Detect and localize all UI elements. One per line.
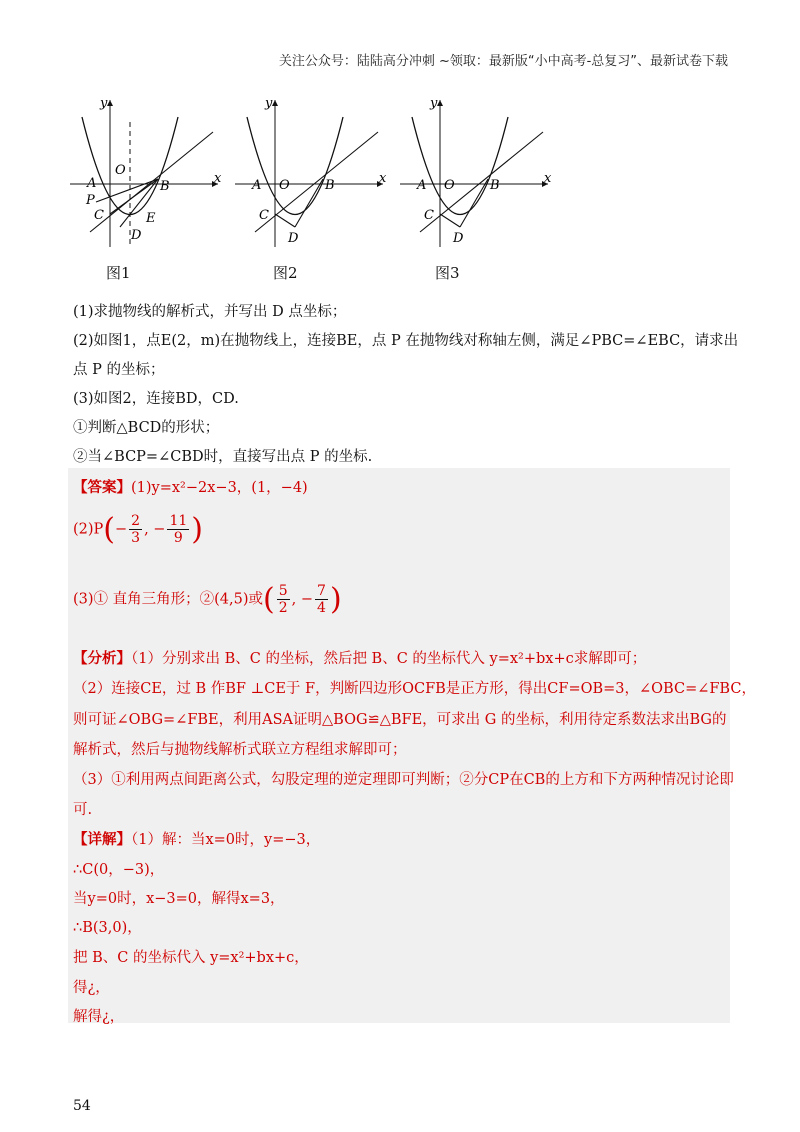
detail-line-7: 解得¿， — [73, 1009, 125, 1025]
detail-line-4: ∴B(3,0)， — [73, 920, 142, 936]
question-3-part-1: ①判断△BCD的形状； — [73, 420, 220, 436]
answer-3-x-frac — [277, 583, 290, 616]
fig3-o-label: O — [444, 178, 455, 193]
fig2-c-label: C — [259, 208, 269, 223]
answer-2-y-frac — [167, 513, 189, 546]
fig1-a-label: A — [87, 176, 97, 191]
answer-3-y-frac — [315, 583, 328, 616]
fig1-c-label: C — [94, 208, 104, 223]
figure-2-caption: 图2 — [273, 264, 298, 282]
answer-2-y-den: 9 — [173, 530, 183, 546]
fig2-x-label: x — [379, 171, 387, 186]
analysis-tag: 【分析】 — [73, 650, 131, 667]
fig3-x-label: x — [544, 171, 552, 186]
fig1-x-label: x — [214, 171, 222, 186]
fig1-o-label: O — [115, 163, 126, 178]
fig1-y-label: y — [100, 96, 108, 111]
answer-3-x-den: 2 — [278, 600, 288, 616]
analysis-line-6: 可. — [73, 802, 93, 818]
fig1-e-label: E — [146, 211, 156, 226]
figure-3 — [398, 92, 558, 252]
page-number: 54 — [73, 1098, 91, 1114]
figure-2 — [233, 92, 393, 252]
fig3-a-label: A — [417, 178, 427, 193]
figure-1 — [68, 92, 228, 252]
page-header: 关注公众号：陆陆高分冲刺 ~领取：最新版“小中高考-总复习”、最新试卷下载 — [278, 54, 728, 69]
fig2-d-label: D — [288, 231, 299, 246]
fig2-y-label: y — [265, 96, 273, 111]
answer-line-1 — [73, 476, 308, 497]
detail-line-1 — [73, 828, 320, 849]
fig1-b-label: B — [160, 179, 170, 194]
answer-2-y-num: 11 — [169, 513, 188, 529]
fig1-d-label: D — [131, 228, 142, 243]
answer-3-y-den: 4 — [317, 600, 326, 616]
question-2-line-2: 点 P 的坐标； — [73, 362, 165, 378]
answer-line-2: (2)P(− $\frac{2}{3}$ , − $\frac{11}{9}$ ) — [73, 512, 204, 547]
detail-line-3: 当y=0时，x−3=0，解得x=3， — [73, 891, 285, 907]
figure-1-caption: 图1 — [106, 264, 131, 282]
answer-tag: 【答案】 — [73, 479, 131, 496]
question-3-part-2: ②当∠BCP=∠CBD时，直接写出点 P 的坐标. — [73, 449, 373, 465]
fig2-b-label: B — [325, 178, 335, 193]
answer-line-3: (3)① 直角三角形；②(4,5)或( $\frac{5}{2}$ , − $\frac{7}{4}$ ) — [73, 582, 342, 617]
answer-1: (1)y=x²−2x−3，(1，−4) — [131, 480, 308, 496]
answer-3-prefix: (3)① 直角三角形；②(4,5)或 — [73, 591, 264, 608]
fig3-y-label: y — [430, 96, 438, 111]
analysis-line-3: 则可证∠OBG=∠FBE，利用ASA证明△BOG≌△BFE，可求出 G 的坐标，利用待定系数法求出BG的 — [73, 712, 727, 728]
analysis-text-1: （1）分别求出 B、C 的坐标，然后把 B、C 的坐标代入 y=x²+bx+c求解即可； — [131, 651, 647, 667]
answer-2-x-den: 3 — [131, 530, 141, 546]
question-2-line-1: (2)如图1，点E(2，m)在抛物线上，连接BE，点 P 在抛物线对称轴左侧，满足∠PBC=∠EBC，请求出 — [73, 333, 739, 349]
question-3: (3)如图2，连接BD，CD. — [73, 391, 239, 407]
figure-3-caption: 图3 — [435, 264, 460, 282]
fig3-d-label: D — [453, 231, 464, 246]
fig2-a-label: A — [252, 178, 262, 193]
question-1: (1)求抛物线的解析式，并写出 D 点坐标； — [73, 304, 347, 320]
fig3-b-label: B — [490, 178, 500, 193]
answer-2-prefix: (2)P — [73, 521, 104, 538]
fig1-p-label: P — [86, 193, 95, 208]
answer-2-x-num: 2 — [131, 513, 141, 529]
detail-text-1: （1）解：当x=0时，y=−3， — [131, 832, 321, 848]
fig2-o-label: O — [279, 178, 290, 193]
answer-3-x-num: 5 — [278, 583, 288, 599]
figures-row — [68, 92, 568, 292]
detail-line-5: 把 B、C 的坐标代入 y=x²+bx+c， — [73, 950, 309, 966]
analysis-line-5: （3）①利用两点间距离公式，勾股定理的逆定理即可判断；②分CP在CB的上方和下方两种情况讨论即 — [73, 772, 734, 788]
answer-3-y-num: 7 — [317, 583, 326, 599]
detail-tag: 【详解】 — [73, 831, 131, 848]
answer-2-x-frac — [129, 513, 142, 546]
analysis-line-4: 解析式，然后与抛物线解析式联立方程组求解即可； — [73, 742, 407, 758]
detail-line-2: ∴C(0，−3)， — [73, 862, 165, 878]
detail-line-6: 得¿， — [73, 980, 110, 996]
analysis-line-2: （2）连接CE，过 B 作BF ⊥CE于 F，判断四边形OCFB是正方形，得出CF=OB=3，∠OBC=∠FBC， — [73, 681, 756, 697]
analysis-line-1 — [73, 647, 646, 668]
fig3-c-label: C — [424, 208, 434, 223]
